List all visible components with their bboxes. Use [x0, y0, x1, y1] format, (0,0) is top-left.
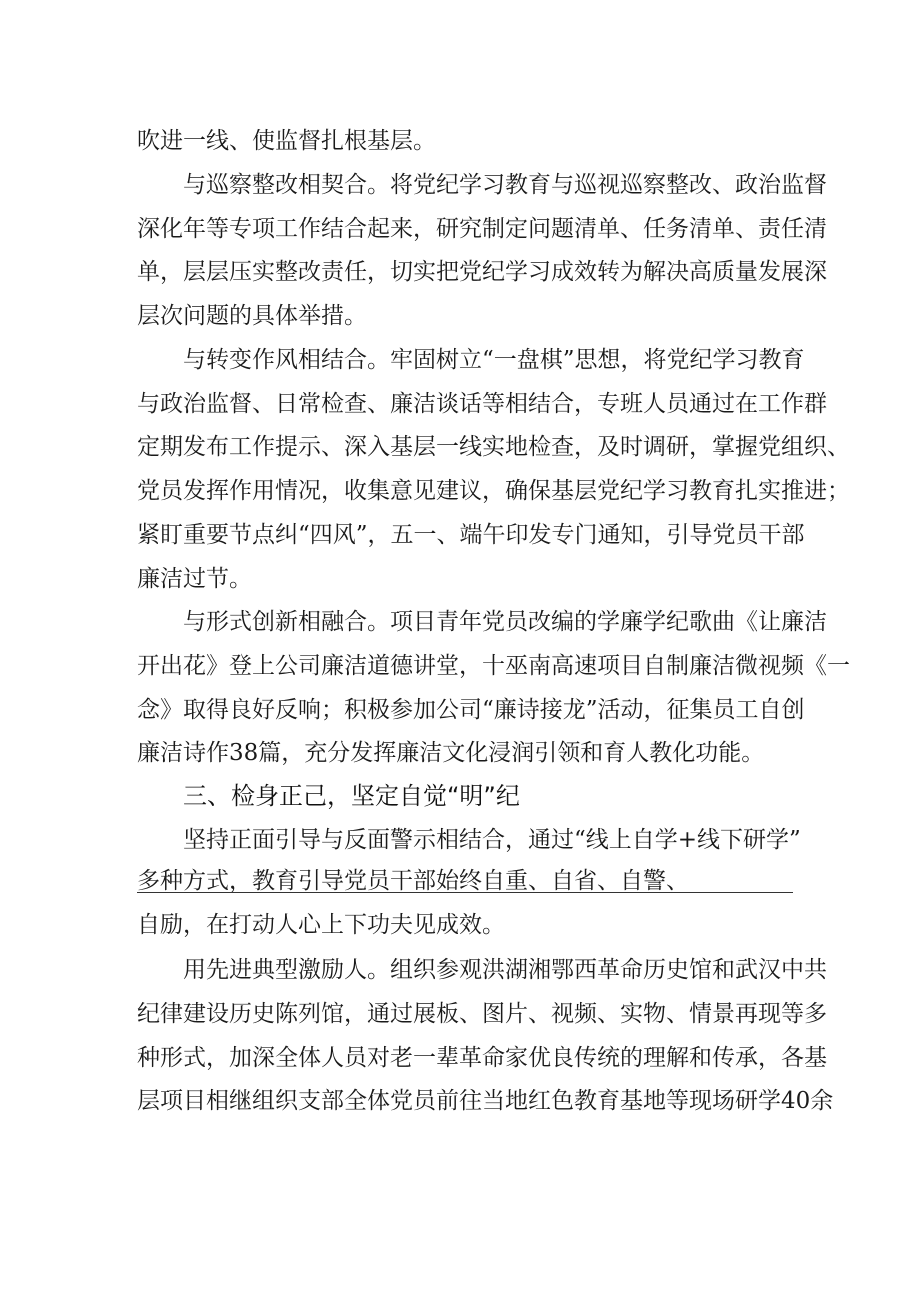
- text-line: 党员发挥作用情况，收集意见建议，确保基层党纪学习教育扎实推进；: [137, 478, 850, 504]
- text-line: 吹进一线、使监督扎根基层。: [137, 128, 436, 154]
- text-line: 与巡察整改相契合。将党纪学习教育与巡视巡察整改、政治监督: [183, 172, 827, 198]
- text-line: 坚持正面引导与反面警示相结合，通过“线上自学+线下研学”: [183, 827, 801, 853]
- text-line: 与转变作风相结合。牢固树立“一盘棋”思想，将党纪学习教育: [183, 347, 805, 373]
- text-line: 用先进典型激励人。组织参观洪湖湘鄂西革命历史馆和武汉中共: [183, 957, 827, 983]
- text-line: 种形式，加深全体人员对老一辈革命家优良传统的理解和传承，各基: [137, 1045, 827, 1071]
- text-line: 廉洁过节。: [137, 566, 252, 592]
- page-divider: [137, 892, 793, 893]
- text-line: 层项目相继组织支部全体党员前往当地红色教育基地等现场研学40余: [137, 1088, 834, 1114]
- text-line: 定期发布工作提示、深入基层一线实地检查，及时调研，掌握党组织、: [137, 434, 850, 460]
- text-line: 廉洁诗作38篇，充分发挥廉洁文化浸润引领和育人教化功能。: [137, 740, 765, 766]
- text-line: 深化年等专项工作结合起来，研究制定问题清单、任务清单、责任清: [137, 216, 827, 242]
- text-line: 单，层层压实整改责任，切实把党纪学习成效转为解决高质量发展深: [137, 259, 827, 285]
- text-line: 开出花》登上公司廉洁道德讲堂，十巫南高速项目自制廉洁微视频《一: [137, 653, 850, 679]
- text-line: 自励，在打动人心上下功夫见成效。: [137, 912, 505, 938]
- text-line: 纪律建设历史陈列馆，通过展板、图片、视频、实物、情景再现等多: [137, 1001, 827, 1027]
- text-line: 层次问题的具体举措。: [137, 303, 367, 329]
- text-line: 与形式创新相融合。项目青年党员改编的学廉学纪歌曲《让廉洁: [183, 609, 827, 635]
- text-line: 念》取得良好反响；积极参加公司“廉诗接龙”活动，征集员工自创: [137, 697, 805, 723]
- text-line: 紧盯重要节点纠“四风”，五一、端午印发专门通知，引导党员干部: [137, 522, 805, 548]
- text-line: 与政治监督、日常检查、廉洁谈话等相结合，专班人员通过在工作群: [137, 391, 827, 417]
- section-heading: 三、检身正己，坚定自觉“明”纪: [183, 782, 520, 810]
- text-line: 多种方式，教育引导党员干部始终自重、自省、自警、: [137, 868, 689, 894]
